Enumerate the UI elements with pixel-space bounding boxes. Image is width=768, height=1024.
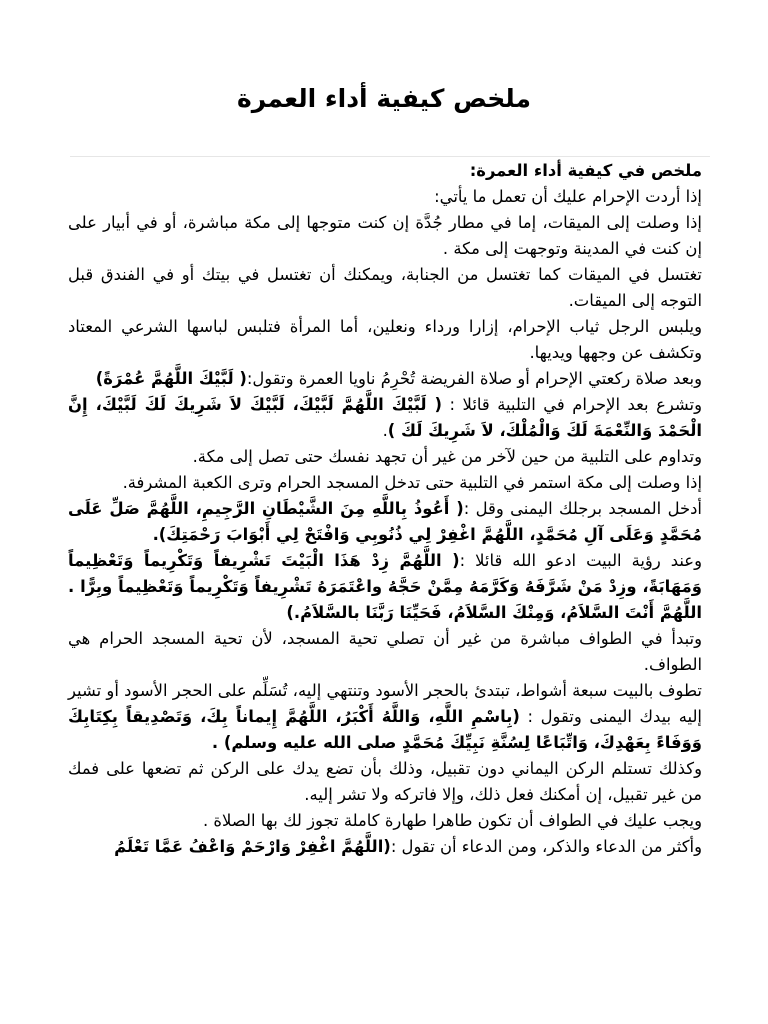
supplication-text: ( أَعُوذُ بِاللَّهِ مِنَ الشَّيْطَانِ الرَّجِيمِ، اللَّهُمَّ صَلِّ عَلَى مُحَمَّدٍ وَعَلَى آلِ مُحَمَّدٍ، اللَّهُمَّ اغْفِرْ لِي ذُنُوبِي وَافْتَحْ لِي أَبْوَابَ رَحْمَتِكَ). [68,499,702,544]
paragraph [68,496,702,548]
paragraph-text: وأكثر من الدعاء والذكر، ومن الدعاء أن تقول : [390,837,702,856]
paragraph-tail: . [382,421,388,440]
paragraph [68,756,702,808]
supplication-text: (اللَّهُمَّ اغْفِرْ وَارْحَمْ وَاعْفُ عَمَّا تَعْلَمُ [114,837,391,856]
paragraph [68,808,702,834]
page-title: ملخص كيفية أداء العمرة [237,84,531,113]
paragraph-text: أدخل المسجد برجلك اليمنى وقل : [463,499,702,518]
paragraph [68,548,702,626]
paragraph-text: وكذلك تستلم الركن اليماني دون تقبيل، وذلك بأن تضع يدك على الركن ثم تضعها على فمك من غير تقبيل، إن أمكنك فعل ذلك، وإلا فاتركه ولا تشر إليه. [68,759,702,804]
paragraph-text: إذا وصلت إلى مكة استمر في التلبية حتى تدخل المسجد الحرام وترى الكعبة المشرفة. [122,473,702,492]
supplication-text: (بِاسْمِ اللَّهِ، وَاللَّهُ أَكْبَرُ، اللَّهُمَّ إِيماناً بِكَ، وَتَصْدِيقاً بِكِتَابِكَ وَوَفَاءً بِعَهْدِكَ، وَاتِّبَاعًا لِسُنَّةِ نَبِيِّكَ مُحَمَّدٍ صلى الله عليه وسلم) . [68,707,702,752]
paragraph [68,184,702,210]
paragraph-text: وتبدأ في الطواف مباشرة من غير أن تصلي تحية المسجد، لأن تحية المسجد الحرام هي الطواف. [68,629,702,674]
paragraph-text: إذا وصلت إلى الميقات، إما في مطار جُدَّة إن كنت متوجها إلى مكة مباشرة، أو في أبيار على إن كنت في المدينة وتوجهت إلى مكة . [68,213,702,258]
paragraph-text: وعند رؤية البيت ادعو الله قائلا : [459,551,702,570]
paragraph [68,470,702,496]
paragraph [68,834,702,860]
paragraph [68,366,702,392]
paragraph-text: وتشرع بعد الإحرام في التلبية قائلا : [442,395,702,414]
paragraph [68,262,702,314]
supplication-text: ( لَبَّيْكَ اللَّهُمَّ لَبَّيْكَ، لَبَّيْكَ لاَ شَرِيكَ لَكَ لَبَّيْكَ، إِنَّ الْحَمْدَ وَالنِّعْمَةَ لَكَ وَالْمُلْكَ، لاَ شَرِيكَ لَكَ ) [68,395,702,440]
paragraph-text: تغتسل في الميقات كما تغتسل من الجنابة، ويمكنك أن تغتسل في بيتك أو في الفندق قبل التوجه إلى الميقات. [68,265,702,310]
paragraph [68,678,702,756]
section-heading: ملخص في كيفية أداء العمرة: [469,161,702,180]
paragraph [68,626,702,678]
document-body [68,158,702,860]
paragraph-text: وتداوم على التلبية من حين لآخر من غير أن تجهد نفسك حتى تصل إلى مكة. [192,447,702,466]
paragraph-text: ويلبس الرجل ثياب الإحرام، إزارا ورداء ونعلين، أما المرأة فتلبس لباسها الشرعي المعتاد وتكشف عن وجهها ويديها. [68,317,702,362]
paragraph-text: وبعد صلاة ركعتي الإحرام أو صلاة الفريضة تُحْرِمُ ناويا العمرة وتقول: [246,369,702,388]
paragraph [68,392,702,444]
paragraph [68,444,702,470]
paragraph [68,210,702,262]
paragraph [68,314,702,366]
paragraph-text: تطوف بالبيت سبعة أشواط، تبتدئ بالحجر الأسود وتنتهي إليه، تُسَلِّم على الحجر الأسود أو تشير إليه بيدك اليمنى وتقول : [68,681,702,726]
supplication-text: ( لَبَّيْكَ اللَّهُمَّ عُمْرَةً) [95,369,247,388]
divider [70,156,710,157]
paragraph-text: إذا أردت الإحرام عليك أن تعمل ما يأتي: [434,187,702,206]
supplication-text: ( اللَّهُمَّ زِدْ هَذَا الْبَيْتَ تَشْرِيفاً وَتَكْرِيماً وَتَعْظِيماً وَمَهَابَةً، وزِدْ مَنْ شَرَّفَهُ وَكَرَّمَهُ مِمَّنْ حَجَّهُ واعْتَمَرَهُ تَشْرِيفاً وَتَكْرِيماً وَتَعْظِيماً وبِرًّا . اللَّهُمَّ أَنْتَ السَّلاَمُ، وَمِنْكَ السَّلاَمُ، فَحَيِّنَا رَبَّنَا بالسَّلاَمُ.) [68,551,702,622]
paragraph-text: ويجب عليك في الطواف أن تكون طاهرا طهارة كاملة تجوز لك بها الصلاة . [202,811,702,830]
